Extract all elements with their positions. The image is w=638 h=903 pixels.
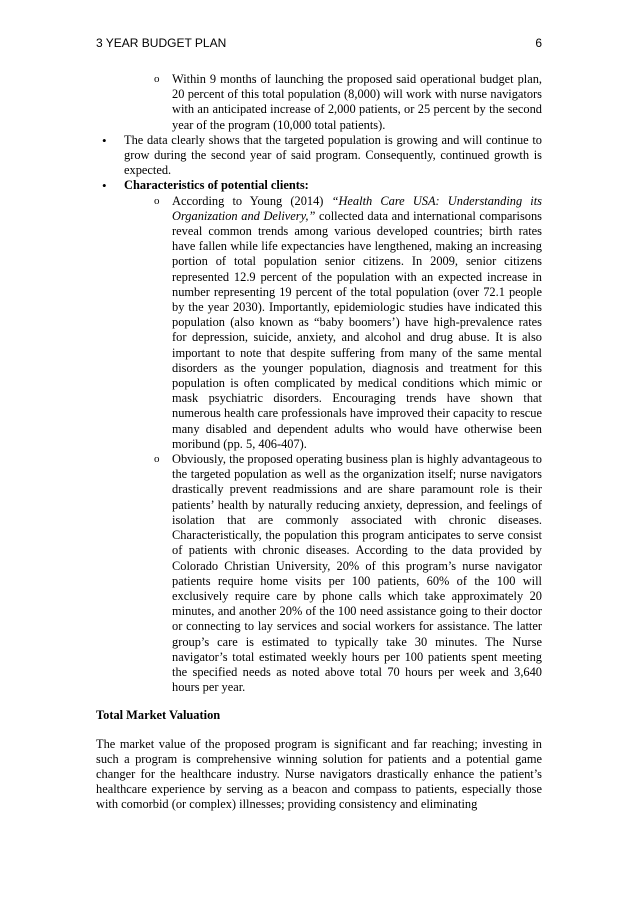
disc-bullet-icon: • xyxy=(102,178,107,194)
sub-bullet-text xyxy=(172,194,542,452)
bullet-item xyxy=(98,178,542,193)
citation-body: collected data and international comparisons reveal common trends among various developed countries; birth rates have fallen while life expectancies have lengthened, making an increasing portion of total population senior citizens. In 2009, senior citizens represented 12.9 percent of the population with an expected increase in number representing 19 percent of the total population (over 72.1 people by the year 2030). Importantly, epidemiologic studies have indicated this population (also known as “baby boomers’) have high-prevalence rates for depression, suicide, anxiety, and alcohol and drug abuse. It is also important to note that despite suffering from many of the same mental disorders as the younger population, diagnosis and treatment for this population is often complicated by medical conditions which mimic or mask psychiatric disorders. Encouraging trends have shown that numerous health care professionals have improved their capacity to rescue many disabled and dependent adults who would have otherwise been moribund (pp. 5, 406-407). xyxy=(172,208,543,451)
page-number: 6 xyxy=(535,36,542,50)
sub-bullet-item xyxy=(154,194,542,452)
sub-bullet-text: Obviously, the proposed operating business plan is highly advantageous to the targeted population as well as the organization itself; nurse navigators drastically prevent readmissions and are share paramount role is their patients’ health by naturally reducing anxiety, depression, and feelings of isolation that are commonly associated with chronic diseases. Characteristically, the population this program anticipates to serve consist of patients with chronic diseases. According to the data provided by Colorado Christian University, 20% of this program’s nurse navigator patients require home visits per 100 patients, 60% of the 100 will exclusively require care by phone calls which take approximately 20 minutes, and another 20% of the 100 need assistance going to their doctor or connecting to lay services and social workers for assistance. The latter group’s care is estimated to typically take 30 minutes. The Nurse navigator’s total estimated weekly hours per 100 patients spent meeting the specified needs as noted above total 70 hours per week and 3,640 hours per year. xyxy=(172,452,542,695)
citation-lead: According to Young (2014) xyxy=(172,193,332,208)
disc-bullet-icon: • xyxy=(102,132,107,148)
circle-bullet-icon: o xyxy=(154,73,160,85)
sub-bullet-text: Within 9 months of launching the proposed said operational budget plan, 20 percent of this total population (8,000) will work with nurse navigators with an anticipated increase of 2,000 patients, or 25 percent by the second year of the program (10,000 total patients). xyxy=(172,72,542,132)
header-title: 3 YEAR BUDGET PLAN xyxy=(96,36,227,50)
running-header xyxy=(96,36,542,50)
section-paragraph: The market value of the proposed program is significant and far reaching; investing in such a program is comprehensive winning solution for patients and a potential game changer for the healthcare industry. Nurse navigators drastically enhance the patient’s healthcare experience by serving as a beacon and compass to patients, especially those with comorbid (or complex) illnesses; providing consistency and eliminating xyxy=(96,736,542,812)
document-body xyxy=(96,72,542,813)
sub-bullet-item xyxy=(154,72,542,133)
circle-bullet-icon: o xyxy=(154,194,160,207)
bullet-item xyxy=(98,133,542,179)
section-heading: Total Market Valuation xyxy=(96,708,221,723)
bullet-text: The data clearly shows that the targeted population is growing and will continue to grow during the second year of said program. Consequently, continued growth is expected. xyxy=(124,132,542,178)
bullet-heading: Characteristics of potential clients: xyxy=(124,178,309,193)
book-title: “Health Care USA: Understanding its Organization and Delivery,” xyxy=(172,193,543,223)
circle-bullet-icon: o xyxy=(154,453,160,466)
sub-bullet-item xyxy=(154,452,542,695)
